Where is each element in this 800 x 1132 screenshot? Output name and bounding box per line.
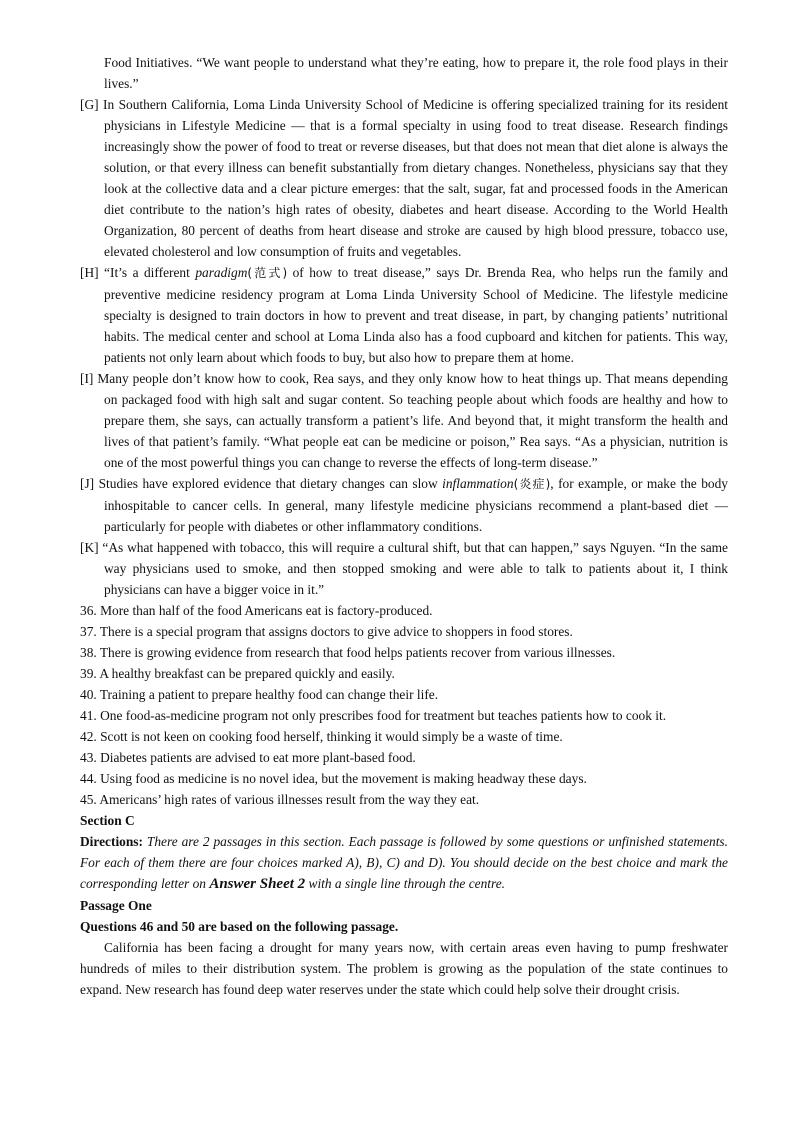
paragraph-h-rest: of how to treat disease,” says Dr. Brenda Rea, who helps run the family and preventive medicine residency program at Loma Linda University School of Medicine. The lifestyle medicine specialty is designed to train doctors in how to prevent and treat disease, in part, by changing patients’ nutritional habits. The medical center and school at Loma Linda also has a food cupboard and kitchen for patients. This way, patients not only learn about which foods to buy, but also how to prepare them at home. xyxy=(104,265,728,365)
directions-label: Directions: xyxy=(80,834,143,849)
section-c-directions xyxy=(80,831,728,895)
statement-item: 40. Training a patient to prepare healthy food can change their life. xyxy=(80,687,439,702)
section-c-heading: Section C xyxy=(80,813,135,828)
paragraph-h xyxy=(80,262,728,368)
statement-item: 43. Diabetes patients are advised to eat more plant-based food. xyxy=(80,750,416,765)
paragraph-j xyxy=(80,473,728,537)
term-paradigm: paradigm xyxy=(195,265,248,280)
statement-item: 44. Using food as medicine is no novel idea, but the movement is making headway these days. xyxy=(80,771,587,786)
statement-item: 41. One food-as-medicine program not only prescribes food for treatment but teaches patients how to cook it. xyxy=(80,708,667,723)
paragraph-i: [I] Many people don’t know how to cook, Rea says, and they only know how to heat things up. That means depending on packaged food with high salt and sugar content. So teaching people about which foods are healthy and how to prepare them, she says, can actually transform a patient’s life. And beyond that, it might transform the health and lives of that patient’s family. “What people eat can be medicine or poison,” Rea says. “As a physician, nutrition is one of the most powerful things you can change to reverse the effects of long-term disease.” xyxy=(80,371,728,470)
statement-item: 39. A healthy breakfast can be prepared quickly and easily. xyxy=(80,666,395,681)
gloss-inflammation: (炎症) xyxy=(513,477,551,491)
directions-text: There are 2 passages in this section. Each passage is followed by some questions or unfinished statements. For each of them there are four choices marked A), B), C) and D). You should decide on the best choice and mark the corresponding letter on xyxy=(80,834,728,891)
document-page xyxy=(80,52,728,1000)
statement-item: 42. Scott is not keen on cooking food herself, thinking it would simply be a waste of time. xyxy=(80,729,563,744)
paragraph-h-start: [H] “It’s a different xyxy=(80,265,196,280)
paragraph-j-rest: , for example, or make the body inhospitable to cancer cells. In general, many lifestyle medicine physicians recommend a plant-based diet — particularly for people with diabetes or other inflammatory conditions. xyxy=(104,476,728,534)
statement-item: 37. There is a special program that assigns doctors to give advice to shoppers in food stores. xyxy=(80,624,573,639)
statement-item: 36. More than half of the food Americans eat is factory-produced. xyxy=(80,603,433,618)
paragraph-g: [G] In Southern California, Loma Linda University School of Medicine is offering specialized training for its resident physicians in Lifestyle Medicine — that is a formal specialty in using food to treat disease. Research findings increasingly show the power of food to treat or reverse diseases, but that does not mean that diet alone is always the solution, or that every illness can benefit substantially from dietary changes. Nonetheless, physicians say that they look at the collective data and a clear picture emerges: that the salt, sugar, fat and processed foods in the American diet contribute to the nation’s high rates of obesity, diabetes and heart disease. According to the World Health Organization, 80 percent of deaths from heart disease and stroke are caused by high blood pressure, tobacco use, elevated cholesterol and low consumption of fruits and vegetables. xyxy=(80,97,728,259)
gloss-paradigm: (范式) xyxy=(247,266,288,280)
directions-end: with a single line through the centre. xyxy=(305,876,506,891)
answer-sheet-label: Answer Sheet 2 xyxy=(209,876,306,892)
paragraph-j-start: [J] Studies have explored evidence that dietary changes can slow xyxy=(80,476,443,491)
paragraph-f-continuation: Food Initiatives. “We want people to understand what they’re eating, how to prepare it, the role food plays in their lives.” xyxy=(104,55,728,91)
questions-heading: Questions 46 and 50 are based on the following passage. xyxy=(80,919,399,934)
statement-list xyxy=(80,600,728,810)
statement-item: 38. There is growing evidence from research that food helps patients recover from various illnesses. xyxy=(80,645,616,660)
passage-heading: Passage One xyxy=(80,898,152,913)
term-inflammation: inflammation xyxy=(442,476,514,491)
paragraph-k: [K] “As what happened with tobacco, this will require a cultural shift, but that can happen,” says Nguyen. “In the same way physicians used to smoke, and then stopped smoking and were able to talk to patients about it, I think physicians can have a bigger voice in it.” xyxy=(80,540,728,597)
statement-item: 45. Americans’ high rates of various illnesses result from the way they eat. xyxy=(80,792,480,807)
passage-paragraph: California has been facing a drought for many years now, with certain areas even having to pump freshwater hundreds of miles to their distribution system. The problem is growing as the population of the state continues to expand. New research has found deep water reserves under the state which could help solve their drought crisis. xyxy=(80,940,728,997)
